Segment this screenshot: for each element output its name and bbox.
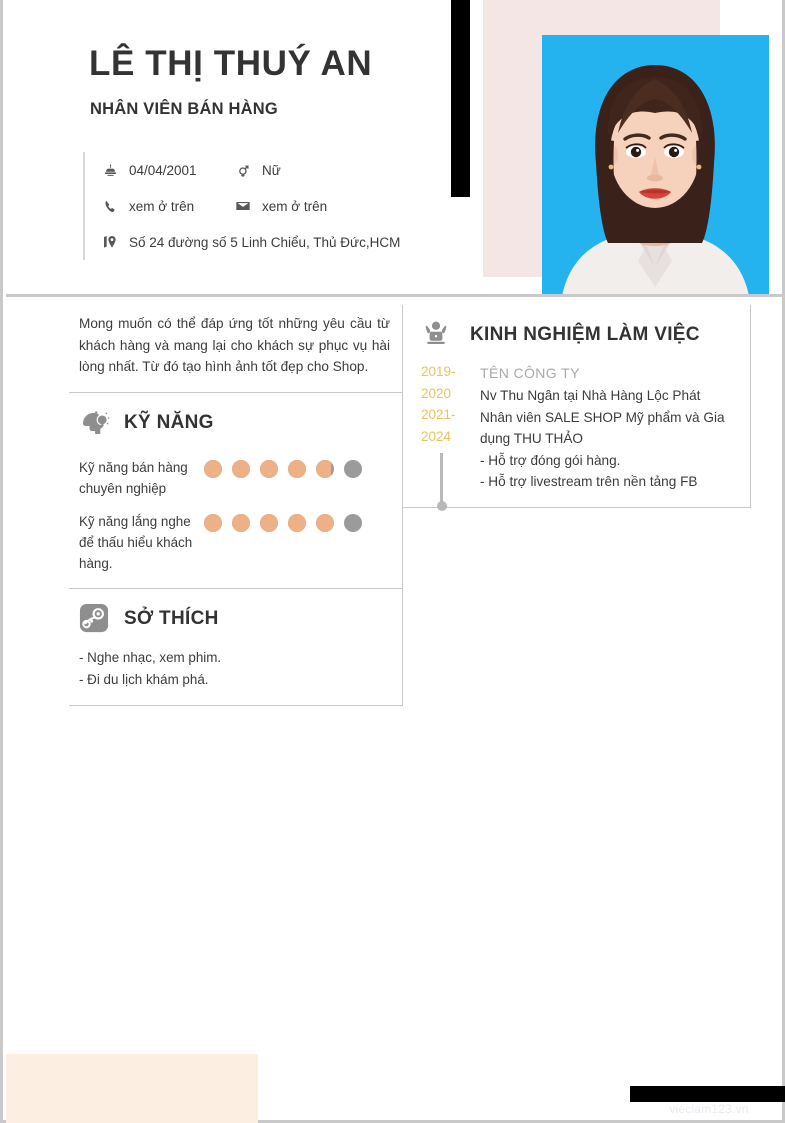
rating-dot	[232, 460, 250, 478]
black-accent-bar	[451, 0, 470, 197]
rating-dot	[204, 514, 222, 532]
skills-list	[79, 457, 390, 574]
black-footer-block	[630, 1086, 785, 1102]
contact-gender-value: Nữ	[262, 162, 281, 178]
skill-rating	[204, 511, 362, 532]
rating-dot	[260, 460, 278, 478]
job-title: NHÂN VIÊN BÁN HÀNG	[90, 100, 278, 118]
rating-dot	[316, 514, 334, 532]
experience-card	[403, 305, 751, 508]
skill-label: Kỹ năng lắng nghe để thấu hiểu khách hàng.	[79, 513, 193, 571]
skill-item	[79, 511, 390, 574]
page-title: LÊ THỊ THUÝ AN	[89, 44, 373, 83]
contact-birthday-value: 04/04/2001	[129, 162, 197, 178]
experience-header	[421, 305, 738, 357]
contact-birthday	[99, 163, 232, 178]
contact-email-value: xem ở trên	[262, 198, 328, 214]
objective-text: Mong muốn có thể đáp ứng tốt những yêu cầu từ khách hàng và mang lại cho khách sự phục vụ hài lòng nhất. Từ đó tạo hình ảnh tốt đẹp cho Shop.	[79, 316, 390, 374]
experience-line: - Hỗ trợ đóng gói hàng.	[480, 452, 621, 468]
contact-email	[232, 198, 327, 214]
company-label: TÊN CÔNG TY	[480, 365, 580, 381]
envelope-icon	[232, 198, 254, 214]
rating-dot	[316, 460, 334, 478]
rating-dot	[204, 460, 222, 478]
experience-body	[421, 357, 738, 493]
skills-header	[79, 393, 390, 445]
hobby-item: - Nghe nhạc, xem phim.	[79, 649, 222, 665]
left-column	[69, 305, 403, 706]
right-column	[403, 305, 751, 508]
header-divider	[6, 294, 785, 297]
skills-title: KỸ NĂNG	[124, 411, 214, 433]
experience-dates	[421, 361, 469, 493]
rating-dot	[288, 514, 306, 532]
experience-line: Nhân viên SALE SHOP Mỹ phẩm và Gia dụng THU THẢO	[480, 409, 725, 446]
experience-date: 2020	[421, 385, 452, 401]
experience-line: - Hỗ trợ livestream trên nền tảng FB	[480, 474, 698, 489]
contact-row	[99, 152, 400, 188]
profile-photo	[542, 35, 769, 296]
contact-phone-value: xem ở trên	[129, 198, 195, 214]
gender-icon	[232, 163, 254, 178]
contact-address-value: Số 24 đường số 5 Linh Chiểu, Thủ Đức,HCM	[129, 234, 401, 250]
watermark: vieclam123.vn	[669, 1102, 749, 1116]
contact-address	[99, 234, 400, 250]
rating-dot	[232, 514, 250, 532]
map-pin-icon	[99, 234, 121, 250]
header	[3, 0, 785, 296]
phone-icon	[99, 199, 121, 214]
hobbies-header	[79, 589, 390, 641]
skill-label: Kỹ năng bán hàng chuyên nghiệp	[79, 459, 188, 496]
timeline-marker	[440, 453, 443, 505]
experience-date: 2024	[421, 428, 452, 444]
skills-card	[69, 393, 403, 589]
contact-block	[83, 152, 400, 260]
contact-row	[99, 188, 400, 224]
experience-date: 2021-	[421, 407, 456, 422]
hobbies-card	[69, 589, 403, 706]
contact-phone	[99, 199, 232, 214]
experience-title: KINH NGHIỆM LÀM VIỆC	[470, 324, 700, 345]
cake-icon	[99, 163, 121, 178]
head-lightbulb-icon	[79, 407, 111, 439]
contact-row	[99, 224, 400, 260]
hobby-item: - Đi du lịch khám phá.	[79, 671, 209, 687]
skill-item	[79, 457, 390, 499]
experience-details	[469, 361, 738, 493]
rating-dot	[288, 460, 306, 478]
objective-card	[69, 305, 403, 393]
rating-dot	[260, 514, 278, 532]
experience-line: Nv Thu Ngân tại Nhà Hàng Lộc Phát	[480, 388, 701, 403]
person-laptop-icon	[421, 319, 453, 351]
orange-accent-block	[6, 1054, 258, 1123]
rating-dot	[344, 460, 362, 478]
hobbies-list	[79, 641, 390, 691]
hobby-badge-icon	[79, 603, 111, 635]
hobbies-title: SỞ THÍCH	[124, 607, 219, 629]
rating-dot	[344, 514, 362, 532]
experience-date: 2019-	[421, 364, 456, 379]
skill-rating	[204, 457, 362, 478]
contact-gender	[232, 163, 281, 178]
